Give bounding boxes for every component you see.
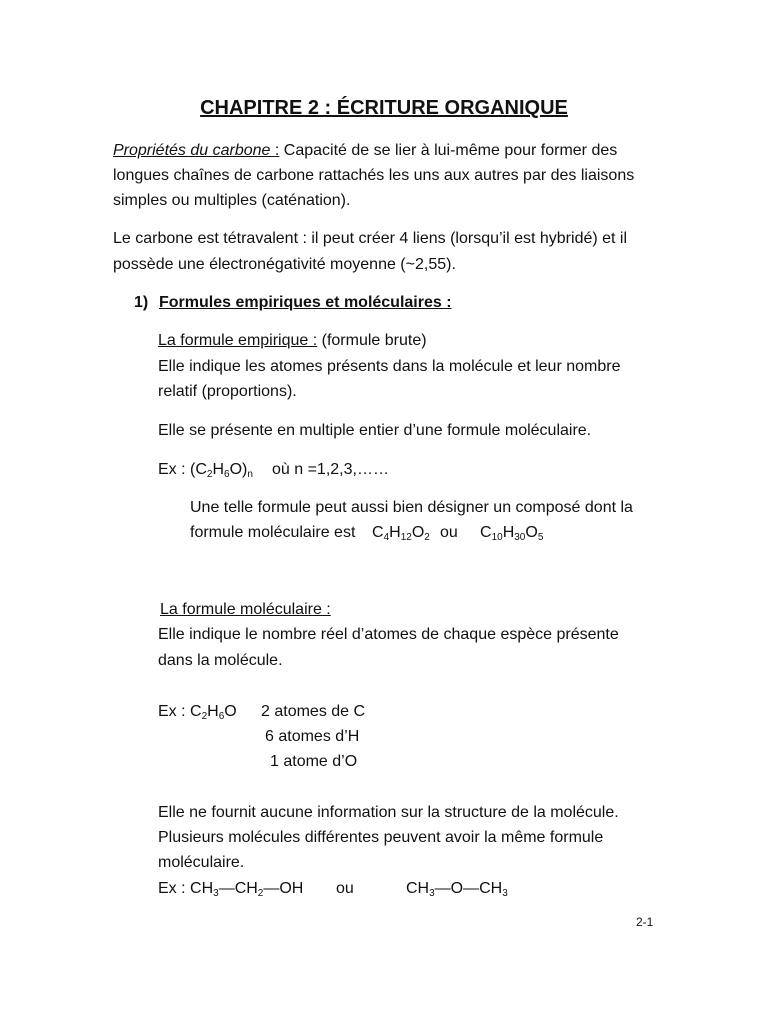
moleculaire-label: La formule moléculaire : xyxy=(160,601,331,618)
f1-c: C xyxy=(372,524,384,541)
moleculaire-line-1: Elle indique le nombre réel d’atomes de chaque espèce présente xyxy=(158,626,619,643)
empirique-multiple: Elle se présente en multiple entier d’une formule moléculaire. xyxy=(158,422,592,439)
ex-h: H xyxy=(212,461,225,478)
mex-sub-h: 6 xyxy=(218,711,225,722)
mex-prefix: Ex : C xyxy=(158,703,202,720)
atoms-c: 2 atomes de C xyxy=(261,703,366,720)
f1-o: O xyxy=(411,524,425,541)
ex2-sub-1: 3 xyxy=(213,888,219,899)
empirique-label: La formule empirique : xyxy=(158,332,318,349)
ex3-sub-2: 3 xyxy=(502,888,508,899)
carbon-label: Propriétés du carbone xyxy=(113,142,275,159)
f1-h: H xyxy=(389,524,401,541)
empirique-example-where: où n =1,2,3,…… xyxy=(272,461,389,478)
f2-h: H xyxy=(502,524,515,541)
ethanol-formula xyxy=(158,879,303,899)
tetra-paragraph-line-1: Le carbone est tétravalent : il peut créer 4 liens (lorsqu’il est hybridé) et il xyxy=(113,230,628,247)
formula-c4h12o2 xyxy=(372,523,430,543)
moleculaire-line-2: dans la molécule. xyxy=(158,652,283,669)
empirique-line-1: Elle indique les atomes présents dans la molécule et leur nombre xyxy=(158,358,621,375)
moleculaire-example-formula xyxy=(158,702,237,722)
section-1-number: 1) xyxy=(134,294,149,311)
carbon-text: Capacité de se lier à lui-même pour former des xyxy=(279,142,618,159)
ex-o: O) xyxy=(229,461,248,478)
f2-hs: 30 xyxy=(514,532,526,543)
empirique-example-formula xyxy=(158,460,253,480)
section-1-heading: Formules empiriques et moléculaires : xyxy=(159,294,452,311)
f2-os: 5 xyxy=(537,532,544,543)
moleculaire-info: Elle ne fournit aucune information sur la structure de la molécule. xyxy=(158,804,619,821)
f1-hs: 12 xyxy=(400,532,412,543)
f2-o: O xyxy=(525,524,538,541)
ex-sub-c: 2 xyxy=(206,469,213,480)
mex-h: H xyxy=(207,703,219,720)
formula-c10h30o5 xyxy=(480,523,543,543)
ex3-mid: —O—CH xyxy=(434,880,503,897)
tetra-paragraph-line-2: possède une électronégativité moyenne (~2,55). xyxy=(113,256,456,273)
ex3-a: CH xyxy=(406,880,430,897)
atoms-h: 6 atomes d’H xyxy=(265,728,360,745)
ex2-mid: —CH xyxy=(218,880,258,897)
carbon-label-colon: : xyxy=(274,142,280,159)
ethanol-or: ou xyxy=(336,880,354,897)
empirique-paren: (formule brute) xyxy=(317,332,427,349)
carbon-paragraph-line-2: longues chaînes de carbone rattachés les uns aux autres par des liaisons xyxy=(113,167,635,184)
page-number: 2-1 xyxy=(636,915,654,929)
f2-cs: 10 xyxy=(491,532,503,543)
dimethyl-ether-formula xyxy=(406,879,508,899)
ex-sub-n: n xyxy=(247,469,253,480)
carbon-paragraph-line-3: simples ou multiples (caténation). xyxy=(113,192,351,209)
f2-c: C xyxy=(480,524,492,541)
f1-os: 2 xyxy=(424,532,430,543)
ex2-end: —OH xyxy=(263,880,304,897)
formula-or: ou xyxy=(440,524,458,541)
plusieurs-line-1: Plusieurs molécules différentes peuvent avoir la même formule xyxy=(158,829,604,846)
carbon-paragraph-line-1 xyxy=(113,141,617,161)
plusieurs-line-2: moléculaire. xyxy=(158,854,245,871)
mex-o: O xyxy=(224,703,237,720)
ex3-sub-1: 3 xyxy=(429,888,435,899)
ex-prefix: Ex : (C xyxy=(158,461,207,478)
ex2-prefix: Ex : CH xyxy=(158,880,214,897)
ex2-sub-2: 2 xyxy=(257,888,264,899)
page-title: CHAPITRE 2 : ÉCRITURE ORGANIQUE xyxy=(200,97,568,119)
telle-line-1: Une telle formule peut aussi bien désigner un composé dont la xyxy=(190,499,633,516)
ex-sub-h: 6 xyxy=(224,469,230,480)
f1-cs: 4 xyxy=(383,532,390,543)
atoms-o: 1 atome d’O xyxy=(270,753,358,770)
telle-line-2: formule moléculaire est xyxy=(190,524,356,541)
empirique-heading-line xyxy=(158,331,427,351)
mex-sub-c: 2 xyxy=(201,711,208,722)
empirique-line-2: relatif (proportions). xyxy=(158,383,297,400)
